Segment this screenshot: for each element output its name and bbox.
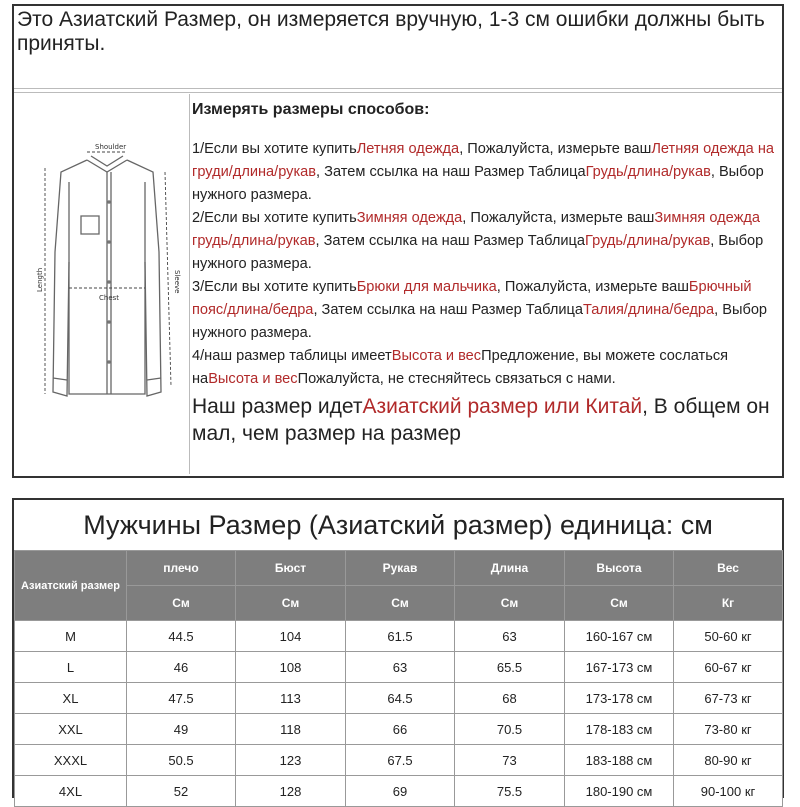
size-cell: XXL <box>15 714 127 745</box>
table-cell: 70.5 <box>455 714 565 745</box>
table-cell: 167-173 см <box>565 652 674 683</box>
table-cell: 183-188 см <box>565 745 674 776</box>
table-cell: 104 <box>236 621 346 652</box>
highlight: Высота и вес <box>391 348 482 364</box>
shoulder-label: Shoulder <box>95 143 127 151</box>
table-cell: 52 <box>127 776 236 807</box>
text: , Затем ссылка на наш Размер Таблица <box>315 233 586 249</box>
text: Предложение, вы можете сослаться на <box>192 348 729 387</box>
highlight: Летняя одежда на груди/длина/рукав <box>192 141 775 180</box>
unit-header: См <box>455 586 565 621</box>
table-cell: 75.5 <box>455 776 565 807</box>
table-cell: 69 <box>346 776 455 807</box>
instructions-panel <box>12 4 784 478</box>
text: , Выбор нужного размера. <box>192 302 768 341</box>
table-row <box>15 714 783 745</box>
table-cell: 49 <box>127 714 236 745</box>
table-cell: 67-73 кг <box>674 683 783 714</box>
table-cell: 123 <box>236 745 346 776</box>
text: Наш размер идет <box>192 395 363 418</box>
table-cell: 108 <box>236 652 346 683</box>
column-header: Высота <box>565 551 674 586</box>
text: , В общем он мал, чем размер на размер <box>192 395 770 445</box>
highlight: Летняя одежда <box>356 141 460 157</box>
highlight: Брюки для мальчика <box>356 279 497 295</box>
table-row <box>15 621 783 652</box>
table-cell: 63 <box>346 652 455 683</box>
table-cell: 50.5 <box>127 745 236 776</box>
highlight: Зимняя одежда грудь/длина/рукав <box>192 210 760 249</box>
table-cell: 66 <box>346 714 455 745</box>
table-cell: 178-183 см <box>565 714 674 745</box>
table-cell: 50-60 кг <box>674 621 783 652</box>
divider <box>14 92 782 93</box>
table-cell: 44.5 <box>127 621 236 652</box>
table-cell: 113 <box>236 683 346 714</box>
size-table <box>14 550 783 807</box>
table-cell: 73-80 кг <box>674 714 783 745</box>
highlight: Высота и вес <box>208 371 298 387</box>
column-header: Длина <box>455 551 565 586</box>
table-cell: 118 <box>236 714 346 745</box>
unit-header: См <box>346 586 455 621</box>
size-cell: M <box>15 621 127 652</box>
text: 4/наш размер таблицы имеет <box>192 348 392 364</box>
size-cell: L <box>15 652 127 683</box>
table-cell: 46 <box>127 652 236 683</box>
size-cell: XXXL <box>15 745 127 776</box>
table-row <box>15 745 783 776</box>
text: , Выбор нужного размера. <box>192 164 764 203</box>
table-cell: 67.5 <box>346 745 455 776</box>
table-cell: 90-100 кг <box>674 776 783 807</box>
shirt-measurement-diagram <box>25 142 190 462</box>
measuring-instructions <box>192 94 780 447</box>
table-units-row <box>15 586 783 621</box>
highlight: Талия/длина/бедра <box>582 302 715 318</box>
instruction-height-weight <box>192 345 780 391</box>
table-cell: 63 <box>455 621 565 652</box>
table-cell: 180-190 см <box>565 776 674 807</box>
text: 3/Если вы хотите купить <box>192 279 357 295</box>
unit-header: См <box>127 586 236 621</box>
highlight: Азиатский размер или Китай <box>362 395 643 418</box>
table-row <box>15 776 783 807</box>
column-header: плечо <box>127 551 236 586</box>
unit-header: См <box>565 586 674 621</box>
table-cell: 61.5 <box>346 621 455 652</box>
column-header: Бюст <box>236 551 346 586</box>
instruction-pants <box>192 276 780 345</box>
highlight: Грудь/длина/рукав <box>585 233 711 249</box>
asian-size-warning <box>192 393 780 447</box>
size-cell: 4XL <box>15 776 127 807</box>
unit-header: См <box>236 586 346 621</box>
table-cell: 80-90 кг <box>674 745 783 776</box>
chest-label: Chest <box>99 294 120 302</box>
table-row <box>15 683 783 714</box>
table-cell: 128 <box>236 776 346 807</box>
size-cell: XL <box>15 683 127 714</box>
how-to-measure-heading: Измерять размеры способов: <box>192 101 430 118</box>
highlight: Брючный пояс/длина/бедра <box>192 279 752 318</box>
measurement-diagram-cell <box>17 94 190 474</box>
column-header: Рукав <box>346 551 455 586</box>
table-header-row <box>15 551 783 586</box>
length-label: Length <box>36 267 44 292</box>
table-cell: 60-67 кг <box>674 652 783 683</box>
text: , Выбор нужного размера. <box>192 233 764 272</box>
text: 2/Если вы хотите купить <box>192 210 357 226</box>
table-cell: 73 <box>455 745 565 776</box>
table-cell: 64.5 <box>346 683 455 714</box>
row-header: Азиатский размер <box>15 551 127 621</box>
asian-size-notice: Это Азиатский Размер, он измеряется вручную, 1-3 см ошибки должны быть приняты. <box>17 8 765 55</box>
size-chart-title: Мужчины Размер (Азиатский размер) единица: см <box>83 510 713 540</box>
text: , Затем ссылка на наш Размер Таблица <box>316 164 586 180</box>
text: Пожалуйста, не стесняйтесь связаться с нами. <box>297 371 616 387</box>
size-chart-panel <box>12 498 784 798</box>
column-header: Вес <box>674 551 783 586</box>
table-cell: 68 <box>455 683 565 714</box>
highlight: Зимняя одежда <box>356 210 463 226</box>
text: , Пожалуйста, измерьте ваш <box>496 279 689 295</box>
table-cell: 160-167 см <box>565 621 674 652</box>
table-row <box>15 652 783 683</box>
table-cell: 47.5 <box>127 683 236 714</box>
table-cell: 65.5 <box>455 652 565 683</box>
instruction-summer <box>192 138 780 207</box>
divider <box>14 88 782 89</box>
text: 1/Если вы хотите купить <box>192 141 357 157</box>
text: , Затем ссылка на наш Размер Таблица <box>313 302 583 318</box>
sleeve-label: Sleeve <box>173 270 181 294</box>
instruction-winter <box>192 207 780 276</box>
highlight: Грудь/длина/рукав <box>585 164 711 180</box>
unit-header: Кг <box>674 586 783 621</box>
text: , Пожалуйста, измерьте ваш <box>459 141 652 157</box>
text: , Пожалуйста, измерьте ваш <box>462 210 655 226</box>
table-cell: 173-178 см <box>565 683 674 714</box>
